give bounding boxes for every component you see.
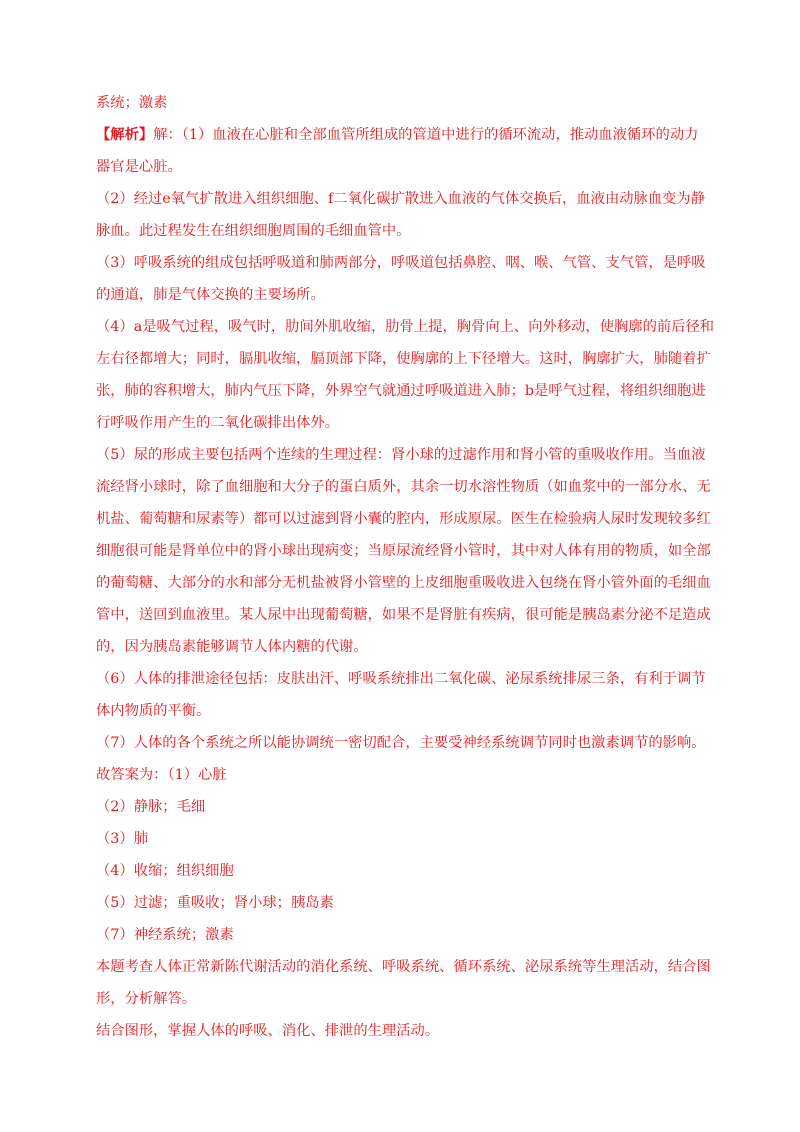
analysis-line: 管中，送回到血液里。某人尿中出现葡萄糖，如果不是肾脏有疾病，很可能是胰岛素分泌不足造成: [96, 607, 711, 623]
analysis-line: 的，因为胰岛素能够调节人体内糖的代谢。: [96, 639, 368, 655]
analysis-line: 左右径都增大；同时，膈肌收缩，膈顶部下降，使胸廓的上下径增大。这时，胸廓扩大，肺随着扩: [96, 351, 711, 367]
analysis-line: （7）人体的各个系统之所以能协调统一密切配合，主要受神经系统调节同时也激素调节的影响。: [96, 735, 706, 751]
analysis-line: 脉血。此过程发生在组织细胞周围的毛细血管中。: [96, 223, 411, 239]
analysis-label: 【解析】: [96, 127, 154, 143]
analysis-line: 细胞很可能是肾单位中的肾小球出现病变；当原尿流经肾小管时，其中对人体有用的物质，如全部: [96, 543, 711, 559]
answer-line: （2）静脉；毛细: [96, 799, 206, 815]
document-body: [96, 90, 715, 1045]
analysis-line: 张，肺的容积增大，肺内气压下降，外界空气就通过呼吸道进入肺；b是呼气过程，将组织细胞进: [96, 383, 706, 399]
analysis-line: 器官是心脏。: [96, 159, 182, 175]
answer-line: 系统；激素: [96, 95, 168, 111]
comment-line: 本题考查人体正常新陈代谢活动的消化系统、呼吸系统、循环系统、泌尿系统等生理活动，结合图: [96, 959, 711, 975]
analysis-line: 行呼吸作用产生的二氧化碳排出体外。: [96, 415, 340, 431]
answer-line: （4）收缩；组织细胞: [96, 863, 234, 879]
analysis-line: （3）呼吸系统的组成包括呼吸道和肺两部分，呼吸道包括鼻腔、咽、喉、气管、支气管，是呼吸: [96, 255, 706, 271]
answer-line: （5）过滤；重吸收；肾小球；胰岛素: [96, 895, 334, 911]
analysis-line: 机盐、葡萄糖和尿素等）都可以过滤到肾小囊的腔内，形成原尿。医生在检验病人尿时发现较多红: [96, 511, 711, 527]
analysis-line: （6）人体的排泄途径包括：皮肤出汗、呼吸系统排出二氧化碳、泌尿系统排尿三条，有利于调节: [96, 671, 706, 687]
analysis-line: 流经肾小球时，除了血细胞和大分子的蛋白质外，其余一切水溶性物质（如血浆中的一部分水、无: [96, 479, 711, 495]
comment-line: 结合图形，掌握人体的呼吸、消化、排泄的生理活动。: [96, 1023, 440, 1039]
analysis-line: 体内物质的平衡。: [96, 703, 211, 719]
answer-line: （3）肺: [96, 831, 148, 847]
answer-line: （7）神经系统；激素: [96, 927, 234, 943]
analysis-line: 的葡萄糖、大部分的水和部分无机盐被肾小管壁的上皮细胞重吸收进入包绕在肾小管外面的毛细血: [96, 575, 711, 591]
analysis-line: 的通道，肺是气体交换的主要场所。: [96, 287, 325, 303]
answer-line: 故答案为：（1）心脏: [96, 767, 227, 783]
analysis-line: （5）尿的形成主要包括两个连续的生理过程：肾小球的过滤作用和肾小管的重吸收作用。当血液: [96, 447, 706, 463]
analysis-line: （4）a是吸气过程，吸气时，肋间外肌收缩，肋骨上提，胸骨向上、向外移动，使胸廓的前后径和: [96, 319, 715, 335]
analysis-line: （2）经过e氧气扩散进入组织细胞、f二氧化碳扩散进入血液的气体交换后，血液由动脉血变为静: [96, 191, 706, 207]
comment-line: 形，分析解答。: [96, 991, 197, 1007]
analysis-line: 【解析】解：（1）血液在心脏和全部血管所组成的管道中进行的循环流动，推动血液循环的动力: [96, 127, 699, 143]
